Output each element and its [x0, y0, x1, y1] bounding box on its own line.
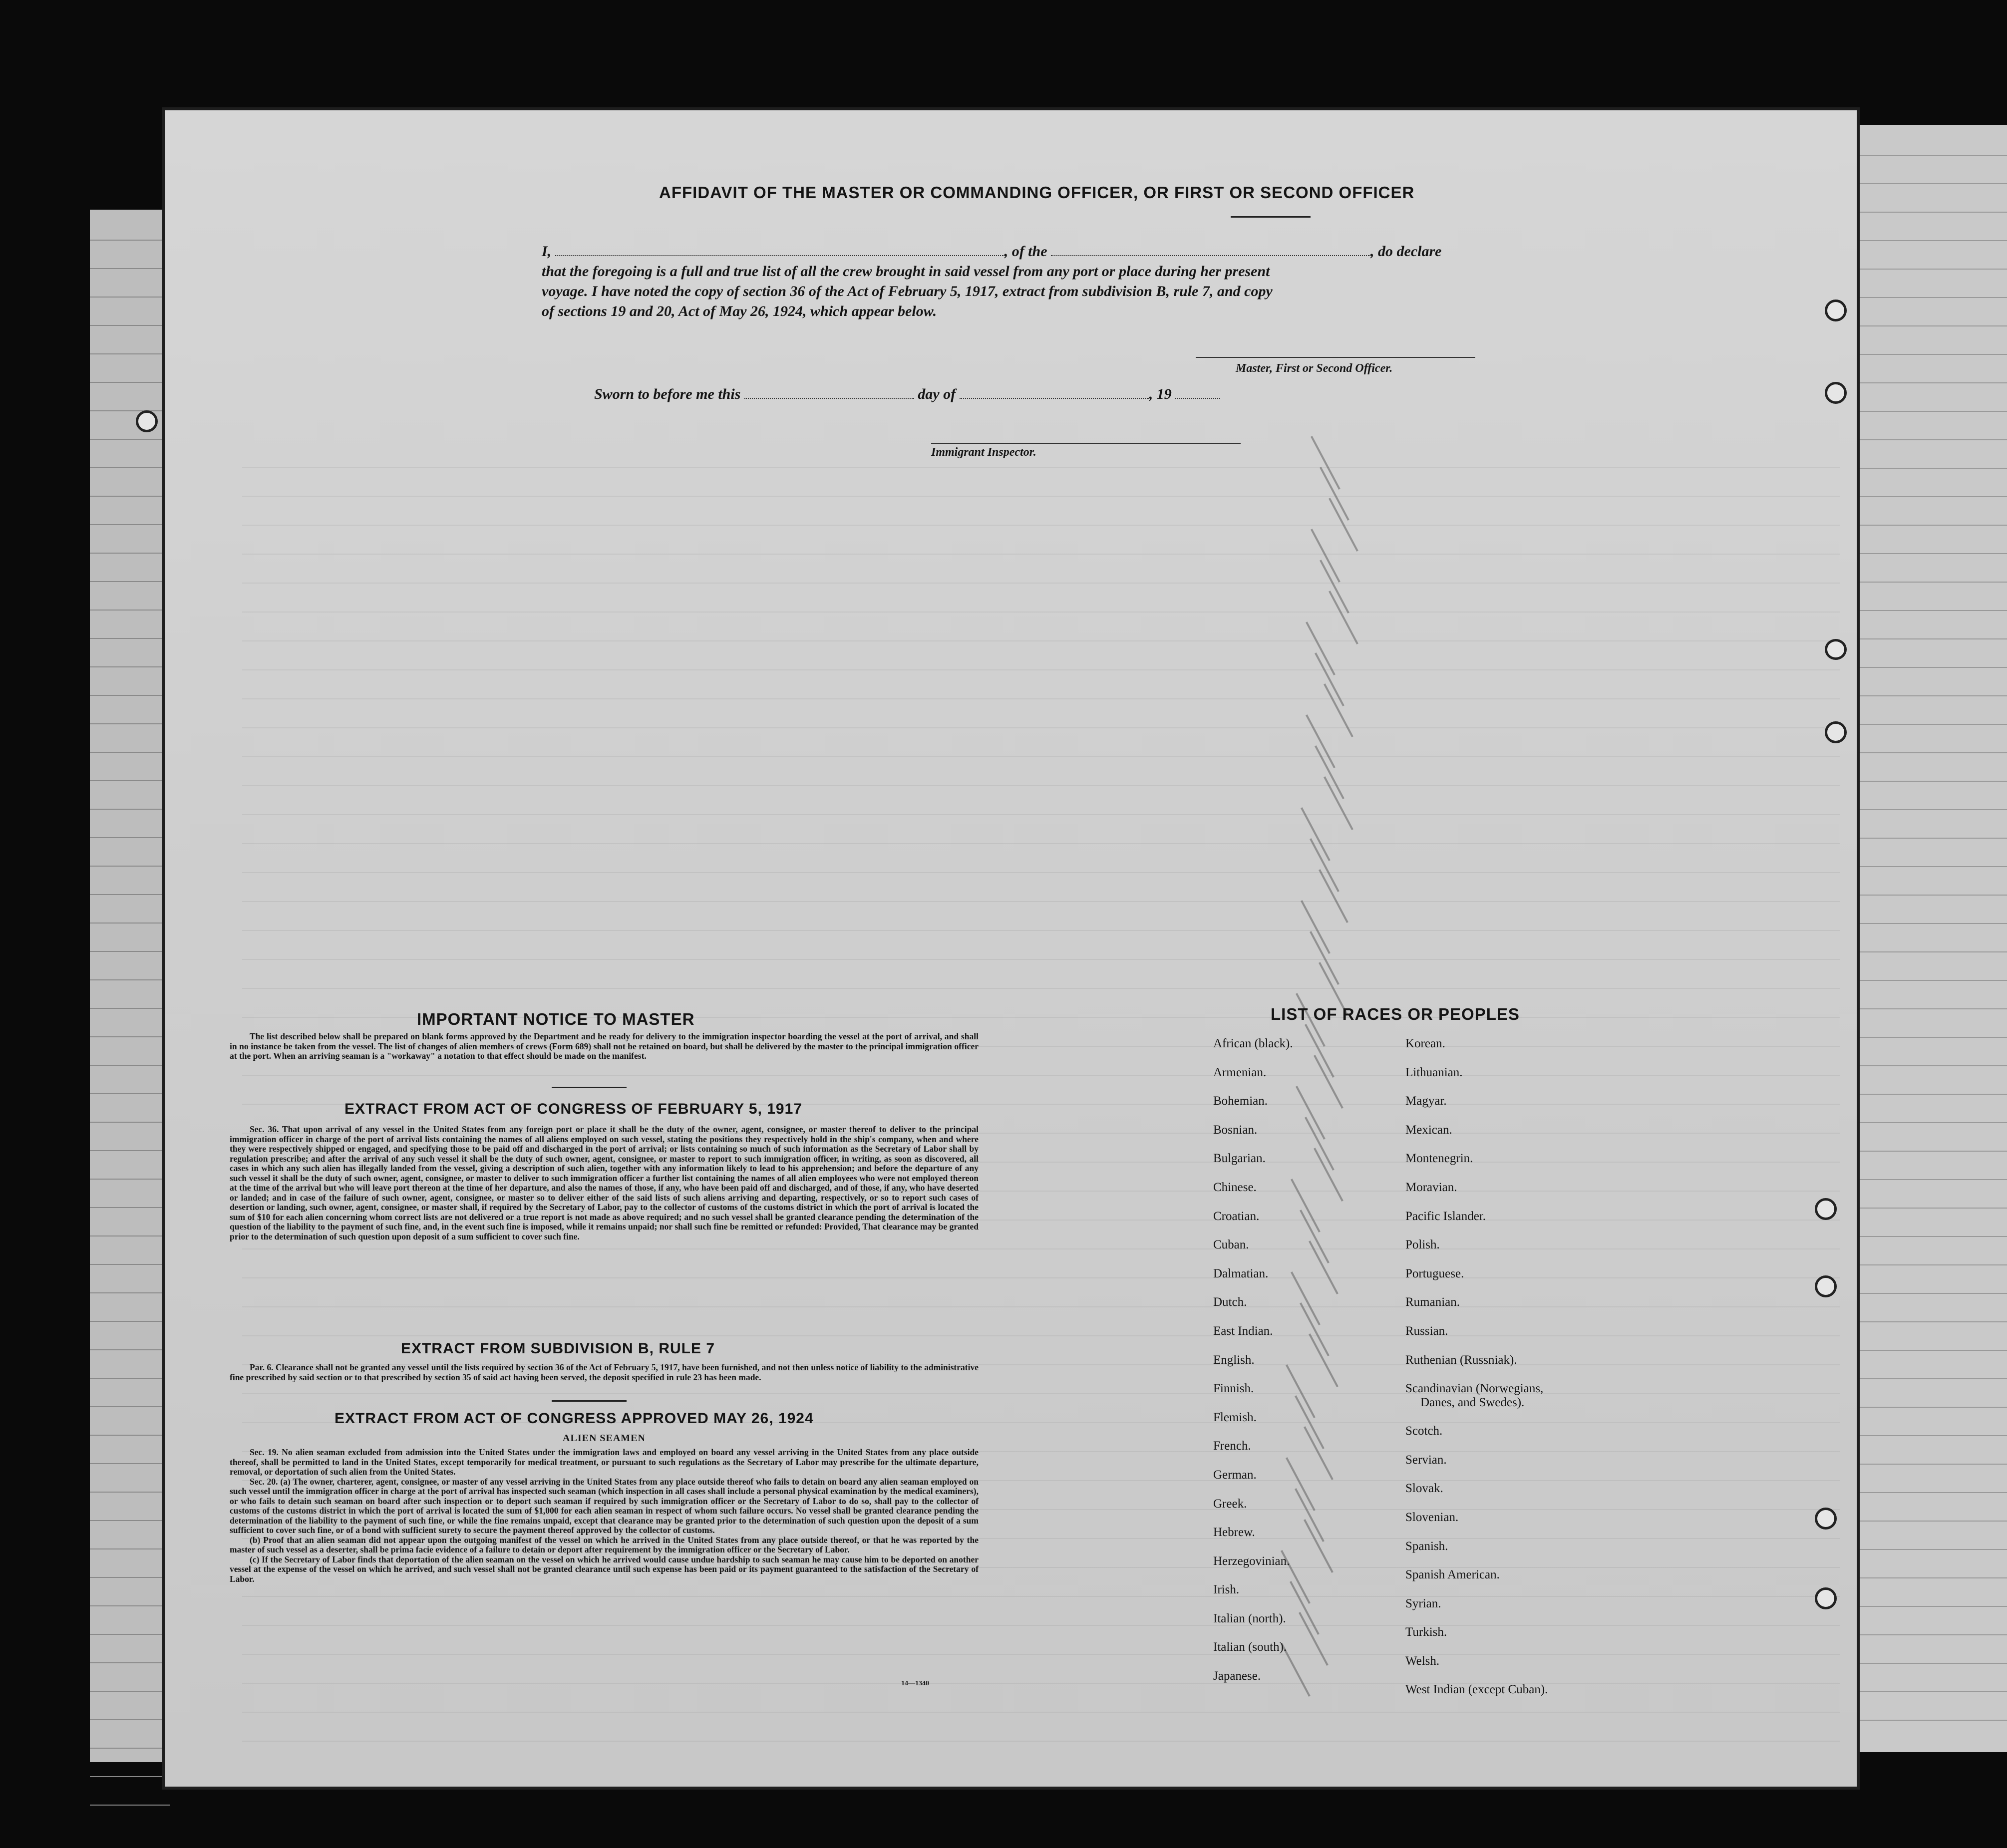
bleed-through-row [242, 756, 1840, 757]
ruled-line [1857, 1179, 2007, 1180]
ruled-line [90, 382, 170, 383]
ruled-line [1857, 354, 2007, 355]
ruled-line [1857, 1293, 2007, 1294]
signature-line[interactable] [1196, 357, 1475, 358]
ruled-line [1857, 1037, 2007, 1038]
affidavit-line-1-c: , do declare [1370, 243, 1442, 260]
pencil-tick-mark [1299, 1612, 1329, 1666]
bleed-through-row [242, 1712, 1840, 1713]
ruled-line [1857, 269, 2007, 270]
pencil-tick-mark [1324, 776, 1353, 830]
bleed-through-row [242, 1625, 1840, 1626]
ruled-line [90, 240, 170, 241]
pencil-tick-mark [1291, 1179, 1321, 1232]
bleed-through-row [242, 1683, 1840, 1684]
affidavit-line-2: that the foregoing is a full and true list of all the crew brought in said vessel from any port or place during her present [542, 263, 1270, 280]
pencil-tick-mark [1320, 467, 1349, 521]
ruled-line [90, 610, 170, 611]
affidavit-line-4: of sections 19 and 20, Act of May 26, 1924, which appear below. [542, 303, 937, 319]
ruled-line [90, 524, 170, 525]
ruled-line [1857, 838, 2007, 839]
ruled-line [1857, 781, 2007, 782]
race-item: Magyar. [1405, 1094, 1447, 1108]
bleed-through-row [242, 554, 1840, 555]
ruled-line [90, 297, 170, 298]
race-item: Cuban. [1213, 1238, 1249, 1252]
ruled-line [90, 439, 170, 440]
document-page [162, 107, 1860, 1790]
race-item: Bohemian. [1213, 1094, 1268, 1108]
ruled-line [90, 1008, 170, 1009]
bleed-through-row [242, 612, 1840, 613]
race-item: Greek. [1213, 1497, 1247, 1511]
ruled-line [1857, 923, 2007, 924]
ruled-line [90, 1036, 170, 1037]
ruled-line [90, 866, 170, 867]
pencil-tick-mark [1300, 1302, 1330, 1356]
race-item: Rumanian. [1405, 1295, 1460, 1309]
binder-hole [1825, 639, 1847, 660]
ruled-line [1857, 496, 2007, 497]
race-item: Welsh. [1405, 1654, 1440, 1668]
ruled-line [1857, 468, 2007, 469]
races-left-column [1213, 1037, 1293, 1698]
ruled-line [90, 951, 170, 952]
pencil-tick-mark [1305, 1024, 1335, 1078]
ruled-line [1857, 1691, 2007, 1692]
ruled-line [90, 780, 170, 781]
ruled-line [1857, 1378, 2007, 1379]
ruled-line [90, 1492, 170, 1493]
ruled-line [1857, 553, 2007, 554]
bleed-through-row [242, 640, 1840, 641]
race-item: Italian (north). [1213, 1611, 1286, 1625]
ruled-line [1857, 610, 2007, 611]
race-item: Turkish. [1405, 1625, 1447, 1639]
ruled-line [90, 1150, 170, 1151]
bleed-through-row [242, 583, 1840, 584]
ruled-line [90, 1207, 170, 1208]
pencil-tick-mark [1304, 1426, 1334, 1480]
bleed-through-row [242, 843, 1840, 844]
ruled-line [90, 325, 170, 326]
race-item: Ruthenian (Russniak). [1405, 1353, 1517, 1367]
ruled-line [90, 923, 170, 924]
race-item: Danes, and Swedes). [1420, 1396, 1525, 1410]
ruled-line [90, 1463, 170, 1464]
ruled-line [90, 1577, 170, 1578]
signature-label: Master, First or Second Officer. [1236, 362, 1393, 375]
ruled-line [90, 752, 170, 753]
ruled-line [1857, 1435, 2007, 1436]
ruled-line [1857, 951, 2007, 952]
ruled-line [90, 467, 170, 468]
ruled-line [90, 723, 170, 724]
bleed-through-row [242, 467, 1840, 468]
race-item: Finnish. [1213, 1382, 1254, 1396]
sworn-c: , 19 [1149, 386, 1172, 402]
race-item: Montenegrin. [1405, 1152, 1473, 1166]
affidavit-line-1-b: , of the [1004, 243, 1047, 260]
ruled-line [1857, 1151, 2007, 1152]
notice-title: IMPORTANT NOTICE TO MASTER [417, 1010, 695, 1028]
sworn-b: day of [918, 386, 956, 402]
binder-hole [1825, 300, 1847, 321]
ruled-line [90, 979, 170, 980]
divider [552, 1400, 627, 1402]
bleed-through-row [242, 959, 1840, 960]
ruled-line [90, 268, 170, 269]
ruled-line [90, 1435, 170, 1436]
ruled-line [1857, 866, 2007, 867]
subdivision-b-title: EXTRACT FROM SUBDIVISION B, RULE 7 [401, 1340, 715, 1357]
sworn-year-field[interactable] [1175, 388, 1220, 399]
pencil-tick-mark [1314, 1148, 1343, 1202]
ruled-line [1857, 411, 2007, 412]
pencil-tick-mark [1290, 1581, 1320, 1635]
race-item: Lithuanian. [1405, 1065, 1463, 1079]
binder-hole [136, 410, 158, 432]
vessel-field[interactable] [1051, 245, 1370, 256]
ruled-line [1857, 1236, 2007, 1237]
race-item: West Indian (except Cuban). [1405, 1683, 1548, 1697]
ruled-line [1857, 212, 2007, 213]
sworn-day-field[interactable] [744, 388, 914, 399]
section-19-paragraph: Sec. 19. No alien seaman excluded from admission into the United States under the immigration laws and employed on board any vessel arriving in the United States from any place outside thereof, shall be permitted to land in the United States, except temporarily for medical treatment, or pursuant to such regulations as the Secretary of Labor may prescribe for the ultimate departure, removal, or deportation of such alien from the United States. [230, 1447, 979, 1477]
binder-hole [1825, 382, 1847, 404]
ruled-line [90, 1805, 170, 1806]
ruled-line [1857, 809, 2007, 810]
bleed-through-row [242, 872, 1840, 873]
binder-hole [1825, 721, 1847, 743]
ruled-line [1857, 525, 2007, 526]
pencil-tick-mark [1306, 714, 1336, 768]
ruled-line [90, 1378, 170, 1379]
bleed-through-row [242, 1248, 1840, 1249]
ruled-line [90, 1264, 170, 1265]
ruled-line [1857, 1521, 2007, 1522]
ruled-line [90, 666, 170, 667]
race-item: Herzegovinian. [1213, 1554, 1290, 1568]
ruled-line [1857, 1122, 2007, 1123]
race-item: Slovenian. [1405, 1510, 1459, 1524]
ruled-line [1857, 667, 2007, 668]
paragraph-6: Par. 6. Clearance shall not be granted any vessel until the lists required by section 36 of the Act of February 5, 1917, have been furnished, and not then unless notice of liability to the administrative fine prescribed by said section or to that prescribed by section 35 of said act having been served, the deposit specified in rule 23 has been made. [230, 1362, 979, 1382]
ruled-line [1857, 1321, 2007, 1322]
extract-1917-body [230, 1125, 979, 1241]
ruled-line [1857, 1264, 2007, 1265]
bleed-through-row [242, 930, 1840, 931]
race-item: Spanish. [1405, 1539, 1448, 1553]
pencil-tick-mark [1306, 621, 1336, 675]
binder-hole [1815, 1587, 1837, 1609]
ruled-line [1857, 1606, 2007, 1607]
race-item: Mexican. [1405, 1123, 1452, 1137]
ruled-line [1857, 1492, 2007, 1493]
ruled-line [90, 1719, 170, 1720]
bleed-through-row [242, 1277, 1840, 1278]
pencil-tick-mark [1291, 1271, 1321, 1325]
ruled-line [1857, 980, 2007, 981]
ruled-line [1857, 1720, 2007, 1721]
race-item: Moravian. [1405, 1180, 1457, 1194]
ruled-line [1857, 1464, 2007, 1465]
ruled-line [90, 353, 170, 354]
ruled-line [90, 1235, 170, 1236]
ruled-line [1857, 1407, 2007, 1408]
ruled-line [1857, 439, 2007, 440]
race-item: French. [1213, 1439, 1251, 1453]
bleed-through-row [242, 1306, 1840, 1307]
race-item: Scotch. [1405, 1424, 1443, 1438]
ruled-line [90, 496, 170, 497]
ruled-line [1857, 1208, 2007, 1209]
extract-1917-title: EXTRACT FROM ACT OF CONGRESS OF FEBRUARY 5, 1917 [344, 1101, 802, 1117]
race-item: Korean. [1405, 1037, 1445, 1050]
bleed-through-row [242, 1654, 1840, 1655]
race-item: Italian (south). [1213, 1640, 1287, 1654]
extract-1924-body [230, 1448, 979, 1584]
pencil-tick-mark [1329, 591, 1358, 644]
ruled-line [90, 1349, 170, 1350]
ruled-line [90, 410, 170, 411]
section-20b-paragraph: (b) Proof that an alien seaman did not appear upon the outgoing manifest of the vessel on which he arrived in the United States from any place outside thereof, or that he was reported by the master of such vessel as a deserter, shall be prima facie evidence of a failure to detain or deport after requirement by the immigration officer or the Secretary of Labor. [230, 1535, 979, 1554]
bleed-through-row [242, 988, 1840, 989]
pencil-tick-mark [1295, 1488, 1325, 1542]
pencil-tick-mark [1311, 436, 1340, 490]
ruled-line [90, 1406, 170, 1407]
ruled-line [1857, 1577, 2007, 1578]
ruled-line [1857, 1094, 2007, 1095]
pencil-tick-mark [1296, 1086, 1326, 1140]
pencil-tick-mark [1320, 560, 1349, 614]
race-item: Irish. [1213, 1583, 1240, 1597]
bleed-through-row [242, 785, 1840, 786]
race-item: Polish. [1405, 1238, 1440, 1252]
ruled-line [90, 1520, 170, 1521]
ruled-line [1857, 240, 2007, 241]
divider [552, 1087, 627, 1088]
ruled-line [90, 1634, 170, 1635]
race-item: German. [1213, 1468, 1257, 1482]
binder-hole [1815, 1508, 1837, 1530]
ruled-line [1857, 895, 2007, 896]
ruled-line [90, 1065, 170, 1066]
pencil-tick-mark [1304, 1519, 1334, 1573]
notice-paragraph: The list described below shall be prepared on blank forms approved by the Department and be ready for delivery to the immigration inspector boarding the vessel at the port of arrival, and shall in no instance be taken from the vessel. The list of changes of alien members of crews (Form 689) shall not be retained on board, but shall be delivered by the master to the principal immigration officer at the port. When an arriving seaman is a "workaway" a notation to that effect should be made on the manifest. [230, 1031, 979, 1061]
ruled-line [90, 553, 170, 554]
ruled-line [1857, 1549, 2007, 1550]
bleed-through-row [242, 669, 1840, 670]
pencil-tick-mark [1311, 529, 1340, 583]
form-number: 14—1340 [901, 1680, 929, 1687]
underlying-page-right [1857, 125, 2007, 1752]
race-item: Dalmatian. [1213, 1266, 1269, 1280]
section-36-paragraph: Sec. 36. That upon arrival of any vessel in the United States from any foreign port or place it shall be the duty of the owner, agent, consignee, or master thereof to deliver to the principal immigration officer in charge of the port of arrival lists containing the names of all aliens employed on such vessel, stating the positions they respectively hold in the ship's company, when and where they were respectively shipped or engaged, and specifying those to be paid off and discharged in the port of arrival; or lists containing so much of such information as the Secretary of Labor shall by regulation prescribe; and after the arrival of any such vessel it shall be the duty of such owner, agent, consignee, or master to report to such immigration officer, in writing, as soon as discovered, all cases in which any such alien has illegally landed from the vessel, giving a description of such alien, together with any information likely to lead to his apprehension; and before the departure of any such vessel it shall be the duty of such owner, agent, consignee, or master to deliver to such immigration officer a further list containing the names of all alien employees who were not employed thereon at the time of the arrival but who will leave port thereon at the time of her departure, and also the names of those, if any, who have been paid off and discharged, and of those, if any, who have deserted or landed; and in case of the failure of such owner, agent, consignee, or master so to deliver either of the said lists of such aliens arriving and departing, respectively, or so to report such cases of desertion or landing, such owner, agent, consignee, or master shall, if required by the Secretary of Labor, pay to the collector of customs of the customs district in which the port of arrival is located the sum of $10 for each alien concerning whom correct lists are not delivered or a true report is not made as above required; and no such vessel shall be granted clearance pending the determination of the question of the liability to the payment of such fine, and, in the event such fine is imposed, while it remains unpaid; nor shall such fine be remitted or refunded: Provided, That clearance may be granted prior to the determination of such question upon deposit of a sum sufficient to cover such fine. [230, 1124, 979, 1241]
pencil-tick-mark [1309, 1333, 1338, 1387]
ruled-line [90, 1179, 170, 1180]
title-divider [1231, 216, 1311, 218]
bleed-through-row [242, 525, 1840, 526]
race-item: Scandinavian (Norwegians, [1405, 1382, 1544, 1396]
race-item: Croatian. [1213, 1209, 1260, 1223]
race-item: Bulgarian. [1213, 1152, 1266, 1166]
race-item: Flemish. [1213, 1410, 1257, 1424]
binder-hole [1815, 1275, 1837, 1297]
pencil-tick-mark [1319, 869, 1348, 923]
race-item: Japanese. [1213, 1669, 1261, 1683]
bleed-through-row [242, 496, 1840, 497]
binder-hole [1815, 1198, 1837, 1220]
ruled-line [1857, 1663, 2007, 1664]
ruled-line [1857, 1350, 2007, 1351]
race-item: Syrian. [1405, 1596, 1441, 1610]
ruled-line [90, 1776, 170, 1777]
pencil-tick-mark [1301, 900, 1331, 954]
bleed-through-row [242, 901, 1840, 902]
bleed-through-row [242, 1393, 1840, 1394]
ruled-line [90, 1605, 170, 1606]
race-item: Slovak. [1405, 1482, 1443, 1496]
ruled-line [1857, 1008, 2007, 1009]
bleed-through-row [242, 1075, 1840, 1076]
bleed-through-row [242, 1741, 1840, 1742]
ruled-line [90, 638, 170, 639]
sworn-a: Sworn to before me this [594, 386, 741, 402]
pencil-tick-mark [1310, 838, 1339, 892]
bleed-through-row [242, 727, 1840, 728]
notice-body [230, 1032, 979, 1061]
subdivision-b-body [230, 1363, 979, 1382]
ruled-line [90, 1662, 170, 1663]
race-item: Chinese. [1213, 1180, 1257, 1194]
sworn-month-field[interactable] [960, 388, 1149, 399]
affidavit-line-1-a: I, [542, 243, 552, 260]
race-item: English. [1213, 1353, 1255, 1367]
ruled-line [1857, 297, 2007, 298]
pencil-tick-mark [1314, 1055, 1343, 1109]
section-20c-paragraph: (c) If the Secretary of Labor finds that deportation of the alien seaman on the vessel on which he arrived would cause undue hardship to such seaman he may cause him to be deported on another vessel at the expense of the vessel on which he arrived, and such vessel shall not be granted clearance until such expense has been paid or its payment guaranteed to the satisfaction of the Secretary of Labor. [230, 1554, 979, 1584]
ruled-line [1857, 1065, 2007, 1066]
pencil-tick-mark [1301, 807, 1331, 861]
ruled-line [1857, 638, 2007, 639]
ruled-line [90, 894, 170, 895]
section-20a-paragraph: Sec. 20. (a) The owner, charterer, agent, consignee, or master of any vessel arriving in the United States from any place outside thereof who fails to detain on board any alien seaman employed on such vessel until the immigration officer in charge at the port of arrival has inspected such seaman (which inspection in all cases shall include a personal physical examination by the medical examiners), or who fails to detain such seaman on board after such inspection or to deport such seaman if required by such immigration officer or the Secretary of Labor to do so, shall pay to the collector of customs of the customs district in which the port of arrival is located the sum of $1,000 for each alien seaman in respect of whom such failure occurs. No vessel shall be granted clearance pending the determination of the liability to the payment of such fine, or while the fine remains unpaid, except that clearance may be granted prior to the determination of such question upon the deposit of a sum sufficient to cover such fine, or of a bond with sufficient surety to secure the payment thereof approved by the collector of customs. [230, 1476, 979, 1535]
race-item: Armenian. [1213, 1065, 1267, 1079]
races-title: LIST OF RACES OR PEOPLES [1271, 1005, 1520, 1023]
ruled-line [1857, 325, 2007, 326]
ruled-line [90, 1748, 170, 1749]
pencil-tick-mark [1315, 745, 1344, 799]
race-item: Spanish American. [1405, 1568, 1500, 1582]
race-item: Pacific Islander. [1405, 1209, 1486, 1223]
bleed-through-row [242, 698, 1840, 699]
race-item: East Indian. [1213, 1324, 1273, 1338]
sworn-line [594, 386, 1220, 403]
race-item: African (black). [1213, 1037, 1293, 1050]
ruled-line [1857, 155, 2007, 156]
ruled-line [90, 581, 170, 582]
name-field[interactable] [555, 245, 1004, 256]
ruled-line [90, 1292, 170, 1293]
affidavit-title: AFFIDAVIT OF THE MASTER OR COMMANDING OFFICER, OR FIRST OR SECOND OFFICER [659, 183, 1415, 202]
ruled-line [90, 1093, 170, 1094]
ruled-line [1857, 183, 2007, 184]
race-item: Hebrew. [1213, 1526, 1255, 1540]
races-right-column [1405, 1037, 1548, 1712]
affidavit-line-1 [542, 243, 1441, 260]
affidavit-line-3: voyage. I have noted the copy of section 36 of the Act of February 5, 1917, extract from subdivision B, rule 7, and copy [542, 283, 1273, 300]
ruled-line [1857, 695, 2007, 696]
ruled-line [90, 809, 170, 810]
ruled-line [90, 1321, 170, 1322]
ruled-line [90, 1548, 170, 1549]
pencil-tick-mark [1324, 683, 1353, 737]
race-item: Portuguese. [1405, 1266, 1464, 1280]
race-item: Dutch. [1213, 1295, 1247, 1309]
ruled-line [90, 695, 170, 696]
alien-seamen-subtitle: ALIEN SEAMEN [563, 1433, 646, 1444]
race-item: Servian. [1405, 1453, 1447, 1467]
ruled-line [1857, 752, 2007, 753]
bleed-through-row [242, 1596, 1840, 1597]
ruled-line [1857, 582, 2007, 583]
underlying-page-left [90, 210, 170, 1762]
ruled-line [1857, 382, 2007, 383]
inspector-signature-line[interactable] [931, 443, 1241, 444]
ruled-line [1857, 1634, 2007, 1635]
pencil-tick-mark [1300, 1210, 1330, 1263]
ruled-line [90, 1691, 170, 1692]
race-item: Bosnian. [1213, 1123, 1258, 1137]
inspector-label: Immigrant Inspector. [931, 446, 1036, 459]
bleed-through-row [242, 1335, 1840, 1336]
ruled-line [90, 1122, 170, 1123]
race-item: Russian. [1405, 1324, 1448, 1338]
bleed-through-row [242, 814, 1840, 815]
ruled-line [1857, 724, 2007, 725]
pencil-tick-mark [1310, 931, 1339, 985]
ruled-line [90, 837, 170, 838]
extract-1924-title: EXTRACT FROM ACT OF CONGRESS APPROVED MAY 26, 1924 [334, 1410, 814, 1427]
